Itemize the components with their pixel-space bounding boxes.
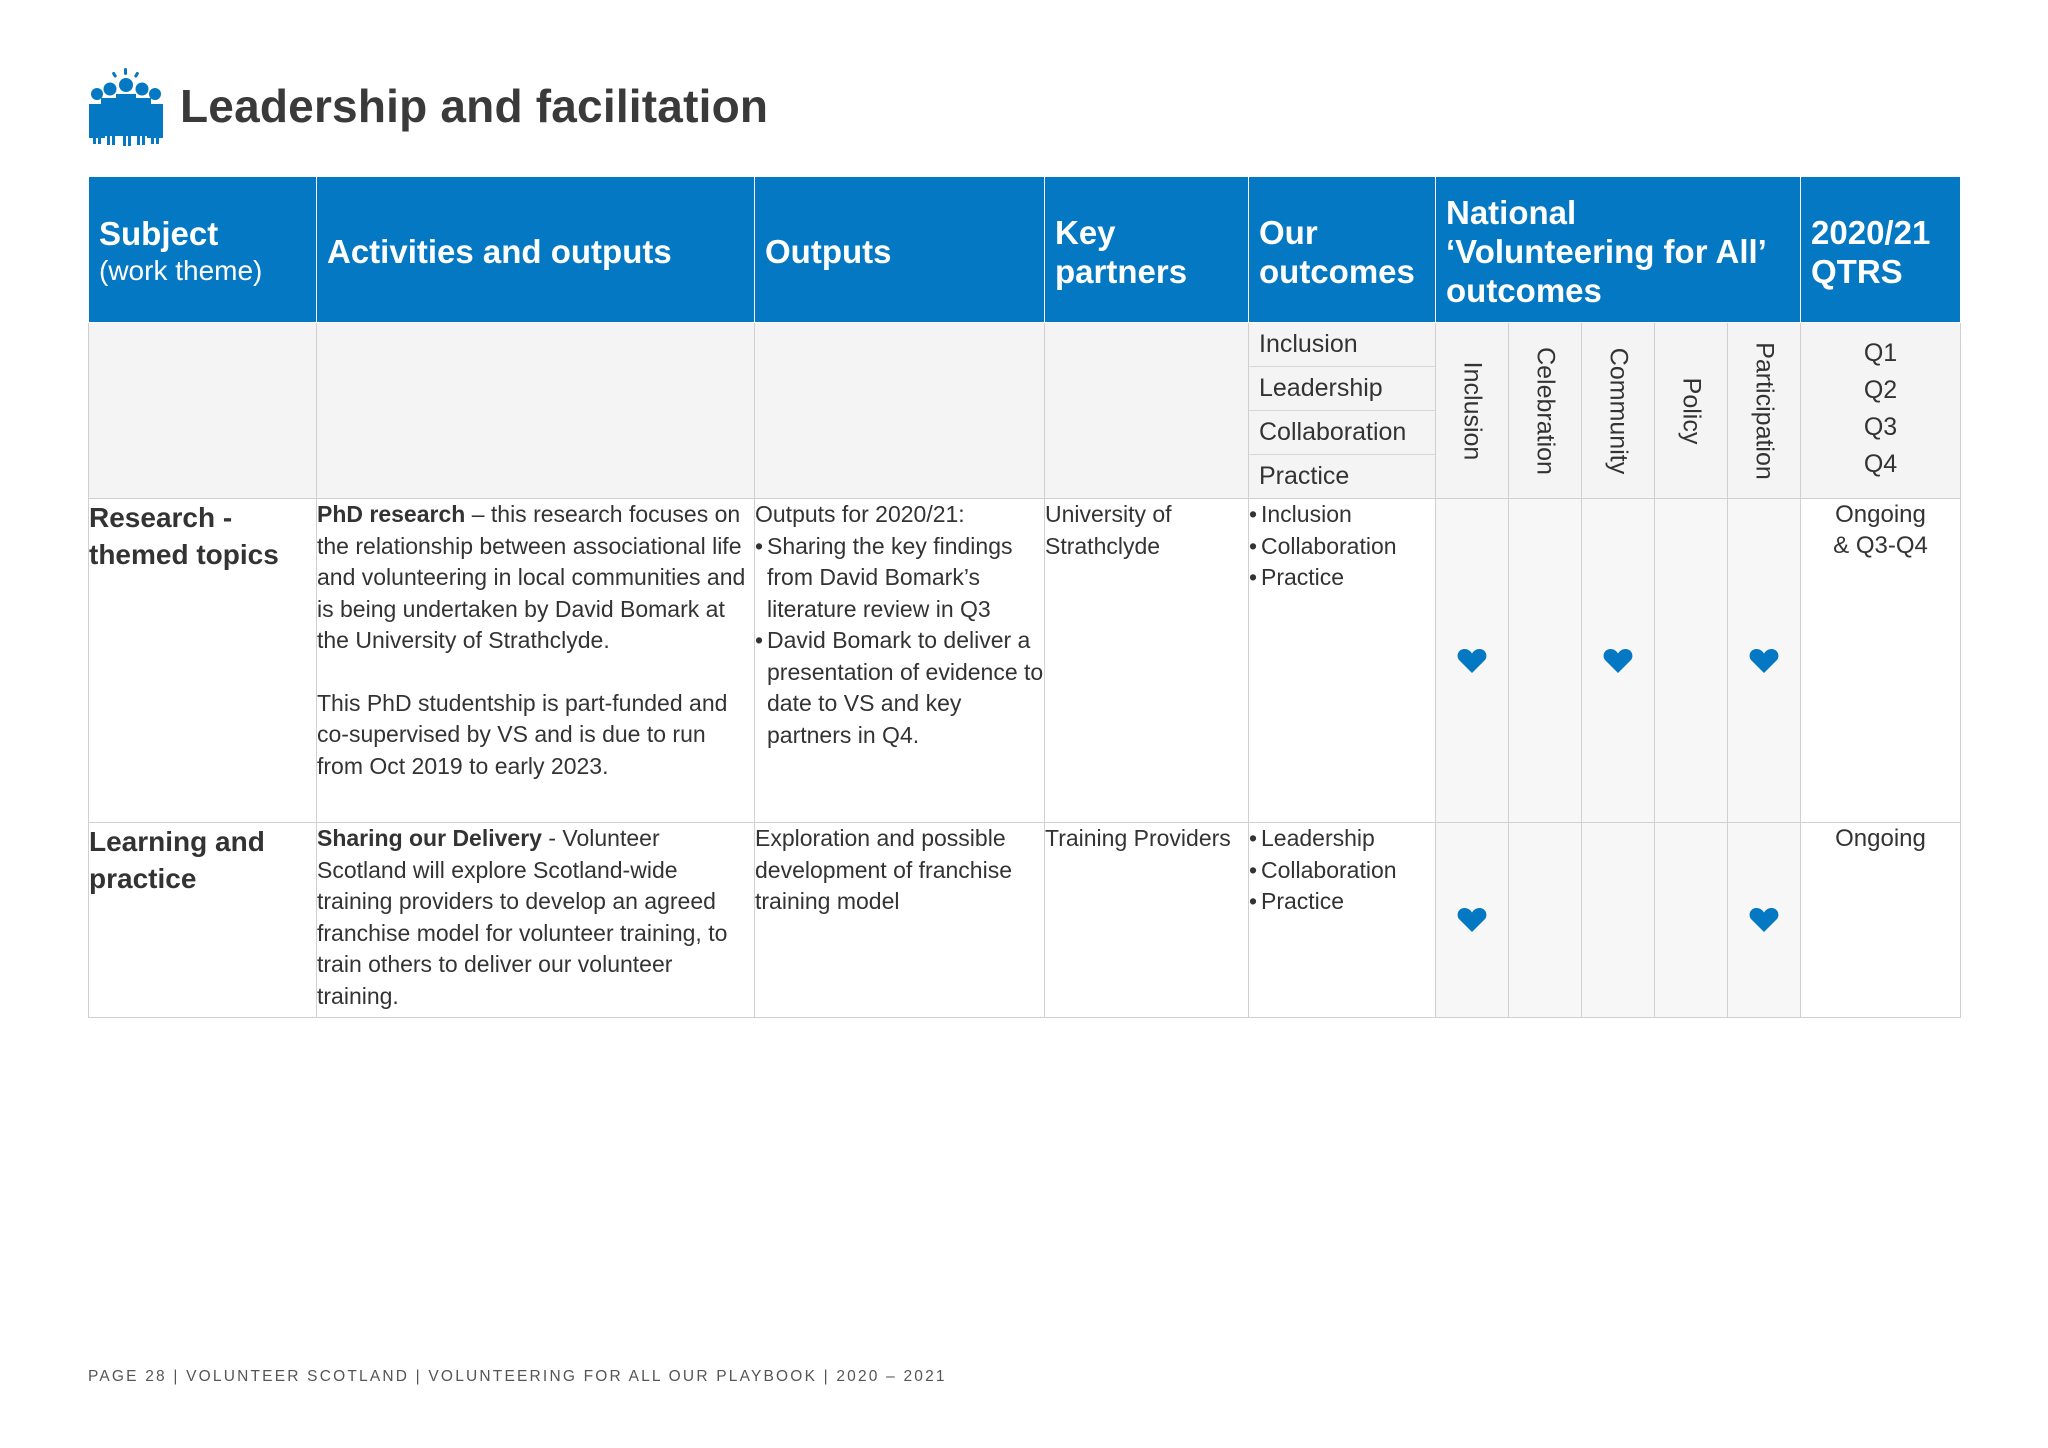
heart-icon — [1603, 648, 1633, 674]
subheader-empty — [755, 323, 1045, 499]
national-outcome-label: Policy — [1677, 377, 1706, 444]
heart-icon — [1457, 907, 1487, 933]
national-outcome-col — [1728, 323, 1801, 499]
subheader-row — [89, 323, 1961, 499]
national-outcome-col — [1436, 323, 1509, 499]
national-mark-cell — [1509, 823, 1582, 1018]
national-outcome-col — [1655, 323, 1728, 499]
header-outputs: Outputs — [755, 177, 1045, 323]
title-row — [88, 66, 768, 146]
header-our-outcomes: Our outcomes — [1249, 177, 1436, 323]
activities-cell: Sharing our Delivery - Volunteer Scotland will explore Scotland-wide training providers to develop an agreed franchise model for volunteer training, to train others to deliver our volunteer training. — [317, 823, 755, 1018]
list-item: • Practice — [1249, 562, 1435, 594]
list-item: • Leadership — [1249, 823, 1435, 855]
heart-icon — [1749, 648, 1779, 674]
page-footer: PAGE 28 | VOLUNTEER SCOTLAND | VOLUNTEERING FOR ALL OUR PLAYBOOK | 2020 – 2021 — [88, 1368, 947, 1385]
quarter-label: Q1 — [1863, 339, 1898, 367]
national-mark-cell — [1582, 499, 1655, 823]
subject-cell: Research - themed topics — [89, 499, 317, 823]
national-mark-cell — [1655, 499, 1728, 823]
partners-cell: University of Strathclyde — [1045, 499, 1249, 823]
legend-item: Collaboration — [1249, 411, 1435, 455]
header-activities: Activities and outputs — [317, 177, 755, 323]
national-outcome-label: Celebration — [1531, 346, 1560, 475]
qtrs-cell: Ongoing — [1801, 823, 1961, 1018]
subheader-empty — [317, 323, 755, 499]
national-mark-cell — [1436, 823, 1509, 1018]
quarter-label: Q3 — [1863, 413, 1898, 441]
legend-item: Practice — [1259, 462, 1350, 490]
heart-icon — [1457, 648, 1487, 674]
our-outcomes-cell — [1249, 499, 1436, 823]
table-row — [89, 823, 1961, 1018]
legend-item: Leadership — [1249, 367, 1435, 411]
page-title: Leadership and facilitation — [180, 80, 769, 132]
quarter-label: Q4 — [1863, 450, 1898, 478]
national-outcome-col — [1582, 323, 1655, 499]
header-national-outcomes: National ‘Volunteering for All’ outcomes — [1436, 177, 1801, 323]
header-key-partners: Key partners — [1045, 177, 1249, 323]
outputs-cell: Outputs for 2020/21: • Sharing the key findings from David Bomark’s literature review in Q3 • David Bomark to deliver a presentation of evidence to date to VS and key partners in Q4. — [755, 499, 1045, 823]
national-outcome-label: Participation — [1750, 341, 1779, 480]
national-mark-cell — [1728, 499, 1801, 823]
our-outcomes-legend — [1249, 323, 1436, 499]
header-qtrs: 2020/21 QTRS — [1801, 177, 1961, 323]
list-item: • Sharing the key findings from David Bomark’s literature review in Q3 — [755, 531, 1044, 626]
list-item: • David Bomark to deliver a presentation of evidence to date to VS and key partners in Q4. — [755, 625, 1044, 751]
national-mark-cell — [1436, 499, 1509, 823]
national-outcome-col — [1509, 323, 1582, 499]
our-outcomes-cell — [1249, 823, 1436, 1018]
list-item: • Collaboration — [1249, 855, 1435, 887]
partners-cell: Training Providers — [1045, 823, 1249, 1018]
legend-item: Inclusion — [1249, 323, 1435, 367]
national-mark-cell — [1509, 499, 1582, 823]
list-item: • Inclusion — [1249, 499, 1435, 531]
quarters-legend — [1801, 323, 1961, 499]
activities-cell: PhD research – this research focuses on the relationship between associational life and volunteering in local communities and is being undertaken by David Bomark at the University of Strathclyde. This PhD studentship is part-funded and co-supervised by VS and is due to run from Oct 2019 to early 2023. — [317, 499, 755, 823]
header-row — [89, 177, 1961, 323]
heart-icon — [1749, 907, 1779, 933]
national-outcome-label: Community — [1604, 347, 1633, 474]
header-subject: Subject (work theme) — [89, 177, 317, 323]
quarter-label: Q2 — [1863, 376, 1898, 404]
subheader-empty — [89, 323, 317, 499]
outputs-cell: Exploration and possible development of franchise training model — [755, 823, 1045, 1018]
subheader-empty — [1045, 323, 1249, 499]
playbook-table — [88, 176, 1961, 1018]
national-mark-cell — [1582, 823, 1655, 1018]
people-group-icon — [88, 66, 164, 146]
table-row — [89, 499, 1961, 823]
national-mark-cell — [1655, 823, 1728, 1018]
list-item: • Collaboration — [1249, 531, 1435, 563]
subject-cell: Learning and practice — [89, 823, 317, 1018]
list-item: • Practice — [1249, 886, 1435, 918]
national-outcome-label: Inclusion — [1458, 361, 1487, 460]
national-mark-cell — [1728, 823, 1801, 1018]
qtrs-cell: Ongoing & Q3-Q4 — [1801, 499, 1961, 823]
